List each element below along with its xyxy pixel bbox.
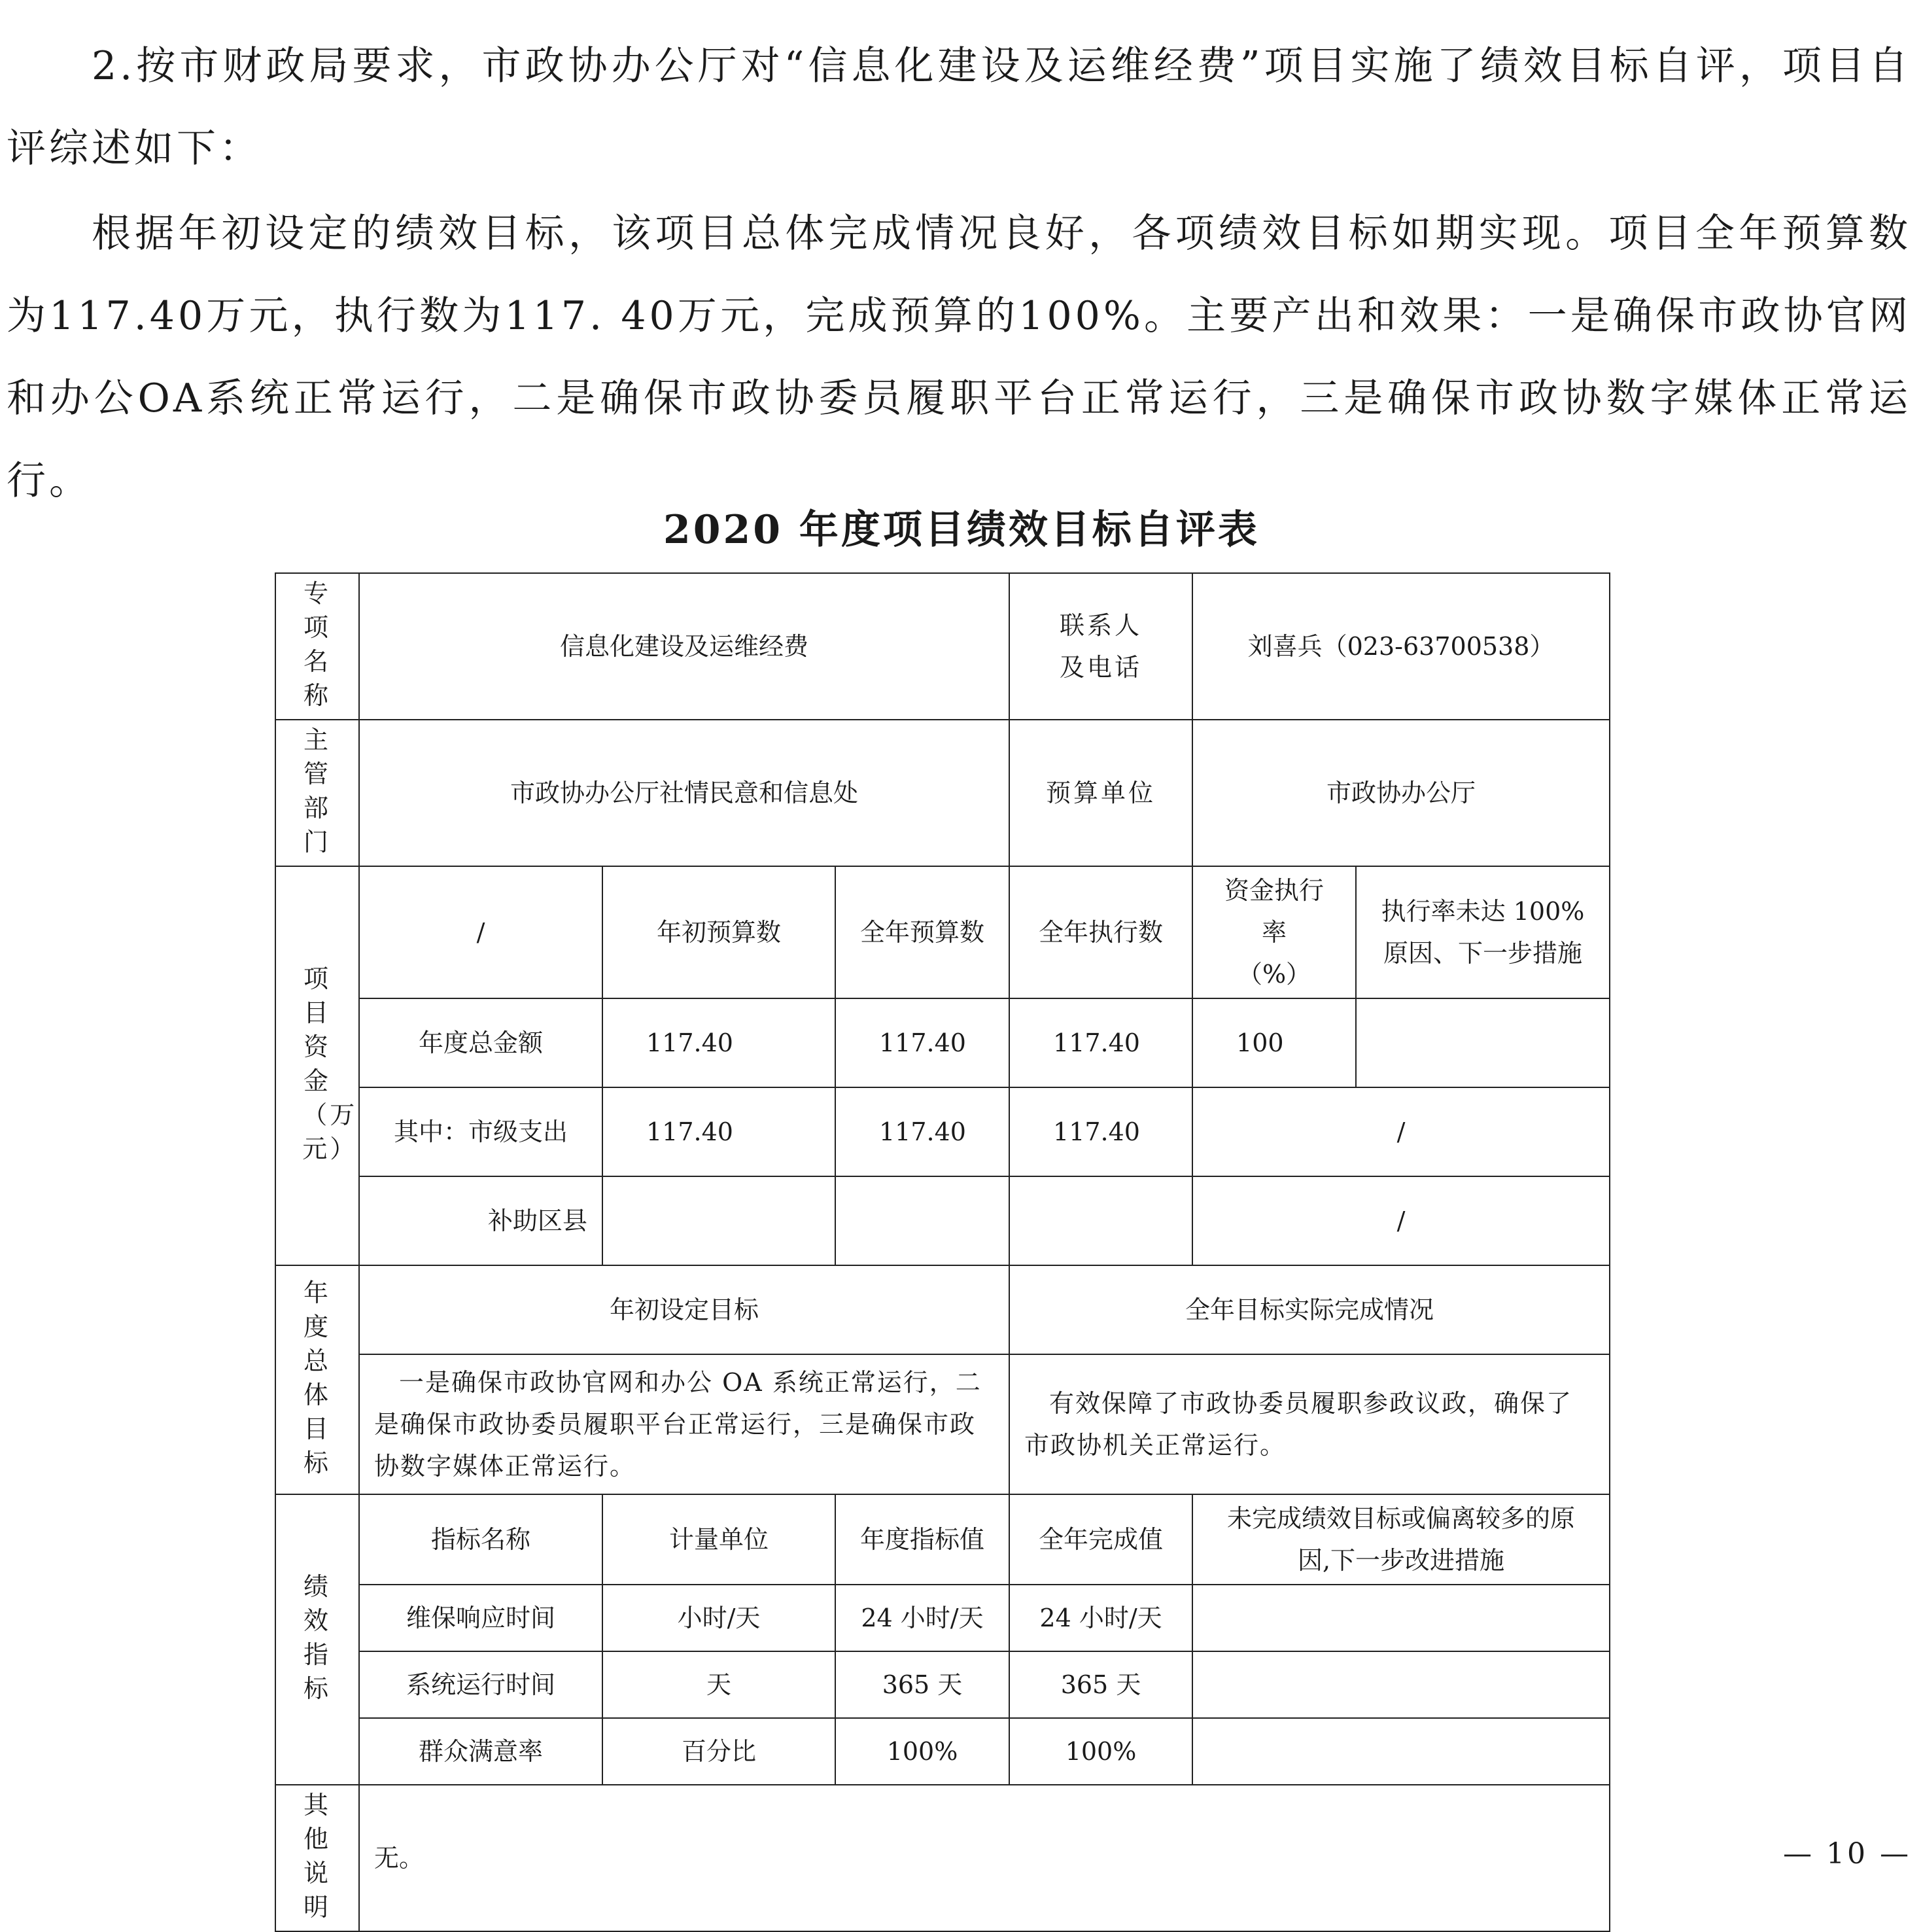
perf-actual: 100% xyxy=(1009,1718,1192,1785)
funds-row-name: 补助区县 xyxy=(359,1176,602,1265)
table-row xyxy=(275,1651,1610,1718)
budget-unit-label: 预算单位 xyxy=(1009,720,1192,866)
funds-full-year: 117.40 xyxy=(835,998,1009,1087)
contact-value: 刘喜兵（023-63700538） xyxy=(1192,573,1610,720)
goal-header-actual: 全年目标实际完成情况 xyxy=(1009,1265,1610,1354)
perf-header-target: 年度指标值 xyxy=(835,1494,1009,1585)
other-value: 无。 xyxy=(359,1785,1610,1931)
perf-unit: 百分比 xyxy=(602,1718,835,1785)
perf-target: 100% xyxy=(835,1718,1009,1785)
funds-merged: / xyxy=(1192,1087,1610,1176)
funds-executed xyxy=(1009,1176,1192,1265)
table-row xyxy=(275,1176,1610,1265)
budget-unit-value: 市政协办公厅 xyxy=(1192,720,1610,866)
funds-header-executed: 全年执行数 xyxy=(1009,866,1192,998)
perf-target: 24 小时/天 xyxy=(835,1585,1009,1651)
perf-actual: 365 天 xyxy=(1009,1651,1192,1718)
table-row xyxy=(275,1087,1610,1176)
perf-unit: 小时/天 xyxy=(602,1585,835,1651)
funds-header-initial: 年初预算数 xyxy=(602,866,835,998)
table-row xyxy=(275,1585,1610,1651)
perf-reason xyxy=(1192,1651,1610,1718)
funds-executed: 117.40 xyxy=(1009,1087,1192,1176)
dept-label: 主管部门 xyxy=(275,720,359,866)
project-name-label: 专项名称 xyxy=(275,573,359,720)
table-row xyxy=(275,1494,1610,1585)
funds-executed: 117.40 xyxy=(1009,998,1192,1087)
funds-initial: 117.40 xyxy=(602,998,835,1087)
table-row xyxy=(275,1354,1610,1494)
table-row xyxy=(275,998,1610,1087)
contact-label: 联系人 及电话 xyxy=(1009,573,1192,720)
perf-name: 群众满意率 xyxy=(359,1718,602,1785)
other-label: 其他说明 xyxy=(275,1785,359,1931)
funds-header-reason: 执行率未达 100% 原因、下一步措施 xyxy=(1356,866,1610,998)
perf-actual: 24 小时/天 xyxy=(1009,1585,1192,1651)
table-row xyxy=(275,1785,1610,1931)
goal-label: 年度总体目标 xyxy=(275,1265,359,1494)
self-evaluation-table xyxy=(275,572,1610,1932)
perf-name: 维保响应时间 xyxy=(359,1585,602,1651)
goal-set-text: 一是确保市政协官网和办公 OA 系统正常运行，二是确保市政协委员履职平台正常运行，三是确保市政协数字媒体正常运行。 xyxy=(359,1354,1009,1494)
goal-actual-text: 有效保障了市政协委员履职参政议政，确保了市政协机关正常运行。 xyxy=(1009,1354,1610,1494)
table-row xyxy=(275,866,1610,998)
perf-header-unit: 计量单位 xyxy=(602,1494,835,1585)
funds-rate: 100 xyxy=(1192,998,1356,1087)
perf-target: 365 天 xyxy=(835,1651,1009,1718)
perf-unit: 天 xyxy=(602,1651,835,1718)
table-row xyxy=(275,1265,1610,1354)
table-row xyxy=(275,1718,1610,1785)
funds-merged: / xyxy=(1192,1176,1610,1265)
funds-full-year xyxy=(835,1176,1009,1265)
funds-label: 项目资金（万元） xyxy=(275,866,359,1265)
perf-header-actual: 全年完成值 xyxy=(1009,1494,1192,1585)
funds-header-rate: 资金执行 率 （%） xyxy=(1192,866,1356,998)
funds-header-slash: / xyxy=(359,866,602,998)
perf-reason xyxy=(1192,1585,1610,1651)
intro-paragraph: 2.按市财政局要求，市政协办公厅对“信息化建设及运维经费”项目实施了绩效目标自评，项目自评综述如下： xyxy=(7,43,1911,171)
perf-header-reason: 未完成绩效目标或偏离较多的原 因,下一步改进措施 xyxy=(1192,1494,1610,1585)
perf-name: 系统运行时间 xyxy=(359,1651,602,1718)
funds-full-year: 117.40 xyxy=(835,1087,1009,1176)
funds-initial: 117.40 xyxy=(602,1087,835,1176)
perf-label: 绩效指标 xyxy=(275,1494,359,1785)
summary-paragraph: 根据年初设定的绩效目标，该项目总体完成情况良好，各项绩效目标如期实现。项目全年预算数为117.40万元，执行数为117. 40万元，完成预算的100%。主要产出和效果：一是确保市政协官网和办公OA系统正常运行，二是确保市政协委员履职平台正常运行，三是确保市政协数字媒体正常运行。 xyxy=(7,211,1911,504)
table-row xyxy=(275,720,1610,866)
project-name-value: 信息化建设及运维经费 xyxy=(359,573,1009,720)
funds-initial xyxy=(602,1176,835,1265)
funds-reason xyxy=(1356,998,1610,1087)
goal-header-set: 年初设定目标 xyxy=(359,1265,1009,1354)
perf-header-name: 指标名称 xyxy=(359,1494,602,1585)
table-title: 2020 年度项目绩效目标自评表 xyxy=(663,507,1260,553)
funds-row-name: 其中：市级支出 xyxy=(359,1087,602,1176)
perf-reason xyxy=(1192,1718,1610,1785)
page-number: — 10 — xyxy=(1783,1837,1911,1871)
table-row xyxy=(275,573,1610,720)
dept-value: 市政协办公厅社情民意和信息处 xyxy=(359,720,1009,866)
funds-row-name: 年度总金额 xyxy=(359,998,602,1087)
funds-header-full-year: 全年预算数 xyxy=(835,866,1009,998)
